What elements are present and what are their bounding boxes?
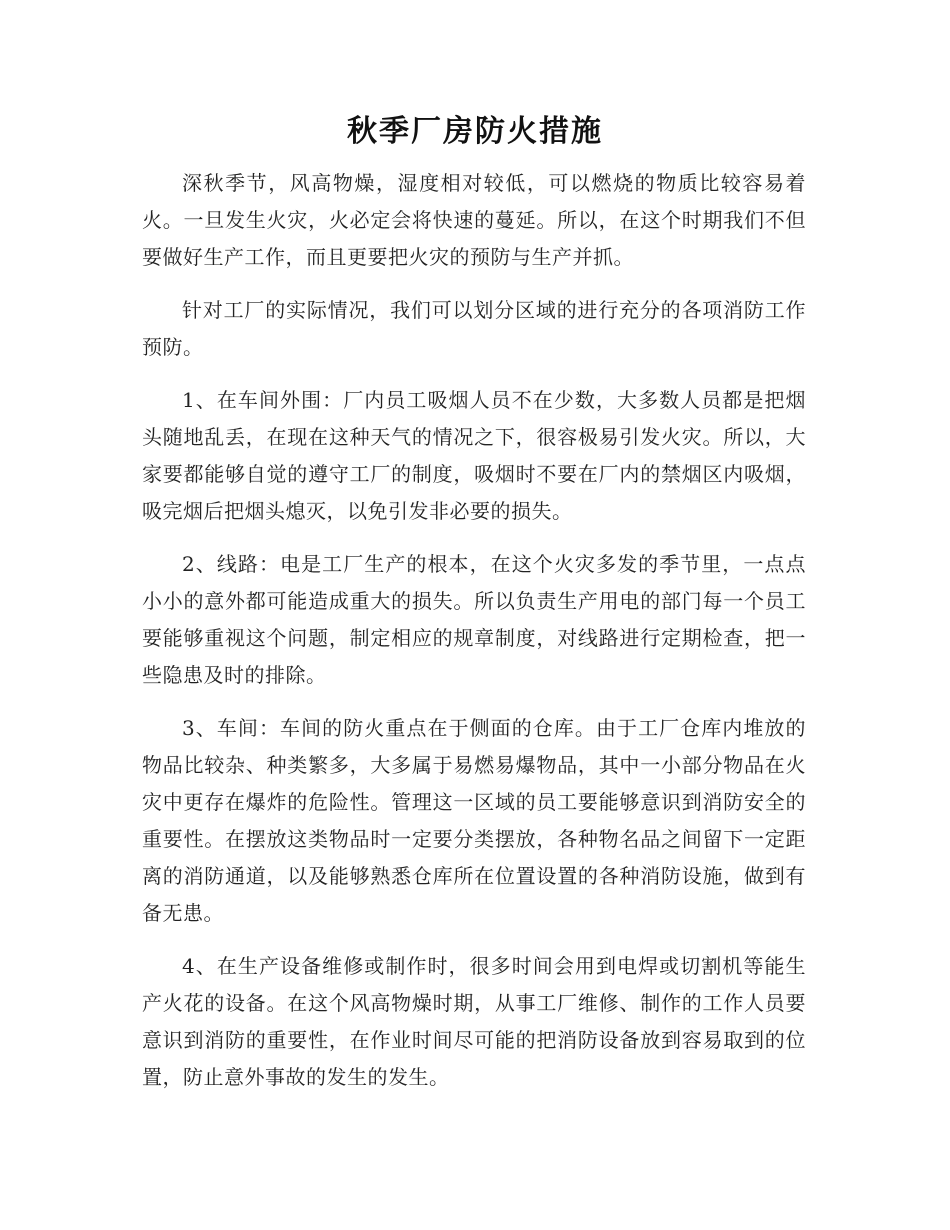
paragraph-item-1: 1、在车间外围：厂内员工吸烟人员不在少数，大多数人员都是把烟头随地乱丢，在现在这种天气的情况之下，很容极易引发火灾。所以，大家要都能够自觉的遵守工厂的制度，吸烟时不要在厂内的禁烟区内吸烟，吸完烟后把烟头熄灭，以免引发非必要的损失。 <box>142 388 806 523</box>
paragraph-intro: 深秋季节，风高物燥，湿度相对较低，可以燃烧的物质比较容易着火。一旦发生火灾，火必定会将快速的蔓延。所以，在这个时期我们不但要做好生产工作，而且更要把火灾的预防与生产并抓。 <box>142 171 806 269</box>
paragraph-item-2: 2、线路：电是工厂生产的根本，在这个火灾多发的季节里，一点点小小的意外都可能造成重大的损失。所以负责生产用电的部门每一个员工要能够重视这个问题，制定相应的规章制度，对线路进行定期检查，把一些隐患及时的排除。 <box>142 552 806 687</box>
document-body <box>142 165 806 1112</box>
paragraph-scope: 针对工厂的实际情况，我们可以划分区域的进行充分的各项消防工作预防。 <box>142 298 806 359</box>
paragraph-item-4: 4、在生产设备维修或制作时，很多时间会用到电焊或切割机等能生产火花的设备。在这个风高物燥时期，从事工厂维修、制作的工作人员要意识到消防的重要性，在作业时间尽可能的把消防设备放到容易取到的位置，防止意外事故的发生的发生。 <box>142 954 806 1089</box>
paragraph-item-3: 3、车间：车间的防火重点在于侧面的仓库。由于工厂仓库内堆放的物品比较杂、种类繁多，大多属于易燃易爆物品，其中一小部分物品在火灾中更存在爆炸的危险性。管理这一区域的员工要能够意识到消防安全的重要性。在摆放这类物品时一定要分类摆放，各种物名品之间留下一定距离的消防通道，以及能够熟悉仓库所在位置设置的各种消防设施，做到有备无患。 <box>142 716 806 925</box>
document-title: 秋季厂房防火措施 <box>347 114 603 149</box>
